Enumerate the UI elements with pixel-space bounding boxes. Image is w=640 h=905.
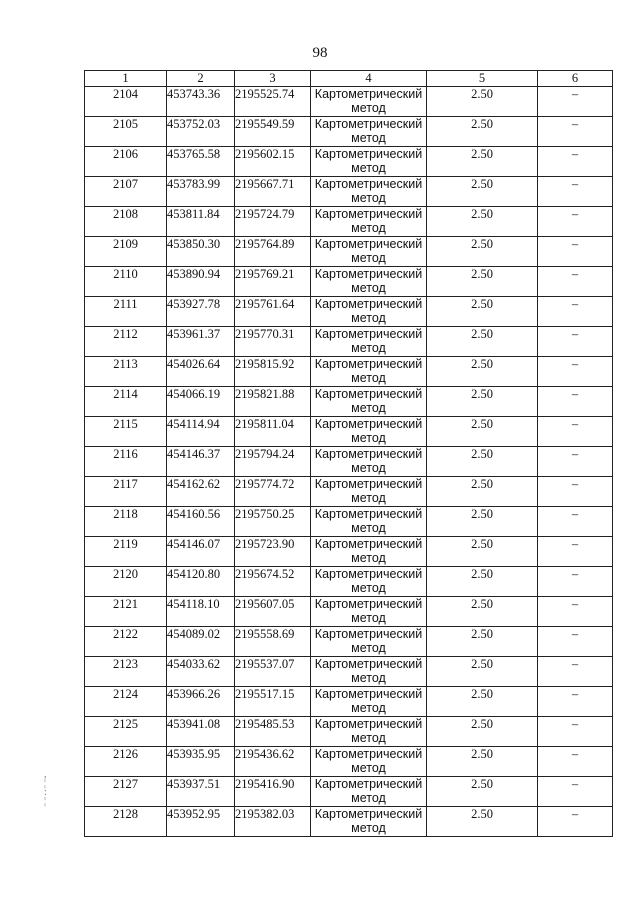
header-col-5: 5 — [427, 71, 538, 87]
note-cell: – — [538, 147, 613, 177]
x-coordinate-cell: 454162.62 — [167, 477, 235, 507]
method-cell: Картометрический метод — [311, 177, 427, 207]
y-coordinate-cell: 2195517.15 — [235, 687, 311, 717]
y-coordinate-cell: 2195416.90 — [235, 777, 311, 807]
note-cell: – — [538, 537, 613, 567]
table-row — [85, 357, 613, 387]
table-row — [85, 327, 613, 357]
y-coordinate-cell: 2195761.64 — [235, 297, 311, 327]
precision-cell: 2.50 — [427, 627, 538, 657]
x-coordinate-cell: 454146.07 — [167, 537, 235, 567]
table-body — [85, 87, 613, 837]
point-number-cell: 2111 — [85, 297, 167, 327]
table-row — [85, 387, 613, 417]
note-cell: – — [538, 717, 613, 747]
precision-cell: 2.50 — [427, 387, 538, 417]
point-number-cell: 2115 — [85, 417, 167, 447]
method-cell: Картометрический метод — [311, 387, 427, 417]
x-coordinate-cell: 454114.94 — [167, 417, 235, 447]
y-coordinate-cell: 2195724.79 — [235, 207, 311, 237]
note-cell: – — [538, 447, 613, 477]
table-row — [85, 117, 613, 147]
page-number: 98 — [312, 45, 328, 61]
note-cell: – — [538, 237, 613, 267]
y-coordinate-cell: 2195794.24 — [235, 447, 311, 477]
method-cell: Картометрический метод — [311, 807, 427, 837]
y-coordinate-cell: 2195770.31 — [235, 327, 311, 357]
point-number-cell: 2104 — [85, 87, 167, 117]
y-coordinate-cell: 2195750.25 — [235, 507, 311, 537]
precision-cell: 2.50 — [427, 87, 538, 117]
y-coordinate-cell: 2195436.62 — [235, 747, 311, 777]
table-row — [85, 477, 613, 507]
point-number-cell: 2108 — [85, 207, 167, 237]
precision-cell: 2.50 — [427, 417, 538, 447]
y-coordinate-cell: 2195811.04 — [235, 417, 311, 447]
table-row — [85, 147, 613, 177]
precision-cell: 2.50 — [427, 597, 538, 627]
point-number-cell: 2116 — [85, 447, 167, 477]
point-number-cell: 2112 — [85, 327, 167, 357]
point-number-cell: 2113 — [85, 357, 167, 387]
note-cell: – — [538, 357, 613, 387]
table-row — [85, 747, 613, 777]
note-cell: – — [538, 207, 613, 237]
table-row — [85, 567, 613, 597]
method-cell: Картометрический метод — [311, 117, 427, 147]
method-cell: Картометрический метод — [311, 447, 427, 477]
x-coordinate-cell: 453783.99 — [167, 177, 235, 207]
x-coordinate-cell: 453952.95 — [167, 807, 235, 837]
precision-cell: 2.50 — [427, 177, 538, 207]
x-coordinate-cell: 453961.37 — [167, 327, 235, 357]
table-row — [85, 717, 613, 747]
note-cell: – — [538, 417, 613, 447]
precision-cell: 2.50 — [427, 297, 538, 327]
note-cell: – — [538, 597, 613, 627]
table-row — [85, 237, 613, 267]
x-coordinate-cell: 453811.84 — [167, 207, 235, 237]
point-number-cell: 2121 — [85, 597, 167, 627]
precision-cell: 2.50 — [427, 117, 538, 147]
table-row — [85, 417, 613, 447]
note-cell: – — [538, 507, 613, 537]
table-row — [85, 447, 613, 477]
y-coordinate-cell: 2195667.71 — [235, 177, 311, 207]
y-coordinate-cell: 2195602.15 — [235, 147, 311, 177]
table-row — [85, 657, 613, 687]
precision-cell: 2.50 — [427, 747, 538, 777]
x-coordinate-cell: 453927.78 — [167, 297, 235, 327]
y-coordinate-cell: 2195607.05 — [235, 597, 311, 627]
scan-margin-mark: , ¦ : ¦ — [44, 769, 47, 807]
y-coordinate-cell: 2195674.52 — [235, 567, 311, 597]
note-cell: – — [538, 177, 613, 207]
precision-cell: 2.50 — [427, 207, 538, 237]
x-coordinate-cell: 454033.62 — [167, 657, 235, 687]
precision-cell: 2.50 — [427, 687, 538, 717]
precision-cell: 2.50 — [427, 537, 538, 567]
y-coordinate-cell: 2195815.92 — [235, 357, 311, 387]
note-cell: – — [538, 567, 613, 597]
point-number-cell: 2118 — [85, 507, 167, 537]
table-row — [85, 507, 613, 537]
table-row — [85, 597, 613, 627]
method-cell: Картометрический метод — [311, 327, 427, 357]
y-coordinate-cell: 2195764.89 — [235, 237, 311, 267]
precision-cell: 2.50 — [427, 357, 538, 387]
point-number-cell: 2122 — [85, 627, 167, 657]
y-coordinate-cell: 2195769.21 — [235, 267, 311, 297]
precision-cell: 2.50 — [427, 447, 538, 477]
x-coordinate-cell: 453966.26 — [167, 687, 235, 717]
method-cell: Картометрический метод — [311, 417, 427, 447]
header-col-1: 1 — [85, 71, 167, 87]
y-coordinate-cell: 2195774.72 — [235, 477, 311, 507]
method-cell: Картометрический метод — [311, 597, 427, 627]
y-coordinate-cell: 2195723.90 — [235, 537, 311, 567]
method-cell: Картометрический метод — [311, 267, 427, 297]
x-coordinate-cell: 453937.51 — [167, 777, 235, 807]
method-cell: Картометрический метод — [311, 357, 427, 387]
point-number-cell: 2107 — [85, 177, 167, 207]
point-number-cell: 2127 — [85, 777, 167, 807]
note-cell: – — [538, 267, 613, 297]
point-number-cell: 2105 — [85, 117, 167, 147]
table-row — [85, 807, 613, 837]
note-cell: – — [538, 777, 613, 807]
table-row — [85, 627, 613, 657]
x-coordinate-cell: 453752.03 — [167, 117, 235, 147]
method-cell: Картометрический метод — [311, 87, 427, 117]
table-row — [85, 297, 613, 327]
point-number-cell: 2119 — [85, 537, 167, 567]
note-cell: – — [538, 657, 613, 687]
note-cell: – — [538, 297, 613, 327]
x-coordinate-cell: 454089.02 — [167, 627, 235, 657]
point-number-cell: 2114 — [85, 387, 167, 417]
table-row — [85, 87, 613, 117]
table-row — [85, 207, 613, 237]
y-coordinate-cell: 2195537.07 — [235, 657, 311, 687]
method-cell: Картометрический метод — [311, 747, 427, 777]
point-number-cell: 2123 — [85, 657, 167, 687]
note-cell: – — [538, 327, 613, 357]
precision-cell: 2.50 — [427, 477, 538, 507]
x-coordinate-cell: 454146.37 — [167, 447, 235, 477]
method-cell: Картометрический метод — [311, 507, 427, 537]
precision-cell: 2.50 — [427, 657, 538, 687]
precision-cell: 2.50 — [427, 327, 538, 357]
note-cell: – — [538, 387, 613, 417]
method-cell: Картометрический метод — [311, 237, 427, 267]
precision-cell: 2.50 — [427, 717, 538, 747]
x-coordinate-cell: 453850.30 — [167, 237, 235, 267]
point-number-cell: 2126 — [85, 747, 167, 777]
point-number-cell: 2110 — [85, 267, 167, 297]
y-coordinate-cell: 2195549.59 — [235, 117, 311, 147]
precision-cell: 2.50 — [427, 267, 538, 297]
precision-cell: 2.50 — [427, 567, 538, 597]
header-col-2: 2 — [167, 71, 235, 87]
method-cell: Картометрический метод — [311, 657, 427, 687]
method-cell: Картометрический метод — [311, 717, 427, 747]
point-number-cell: 2117 — [85, 477, 167, 507]
x-coordinate-cell: 454160.56 — [167, 507, 235, 537]
note-cell: – — [538, 477, 613, 507]
method-cell: Картометрический метод — [311, 567, 427, 597]
method-cell: Картометрический метод — [311, 297, 427, 327]
table-row — [85, 777, 613, 807]
table-row — [85, 687, 613, 717]
coordinates-table — [84, 70, 613, 837]
note-cell: – — [538, 627, 613, 657]
y-coordinate-cell: 2195382.03 — [235, 807, 311, 837]
y-coordinate-cell: 2195821.88 — [235, 387, 311, 417]
point-number-cell: 2128 — [85, 807, 167, 837]
y-coordinate-cell: 2195525.74 — [235, 87, 311, 117]
x-coordinate-cell: 453941.08 — [167, 717, 235, 747]
header-col-4: 4 — [311, 71, 427, 87]
point-number-cell: 2124 — [85, 687, 167, 717]
precision-cell: 2.50 — [427, 237, 538, 267]
note-cell: – — [538, 87, 613, 117]
table-row — [85, 537, 613, 567]
x-coordinate-cell: 454066.19 — [167, 387, 235, 417]
header-col-3: 3 — [235, 71, 311, 87]
method-cell: Картометрический метод — [311, 477, 427, 507]
table-header-row — [85, 71, 613, 87]
y-coordinate-cell: 2195558.69 — [235, 627, 311, 657]
method-cell: Картометрический метод — [311, 207, 427, 237]
note-cell: – — [538, 807, 613, 837]
x-coordinate-cell: 454118.10 — [167, 597, 235, 627]
method-cell: Картометрический метод — [311, 147, 427, 177]
x-coordinate-cell: 453890.94 — [167, 267, 235, 297]
x-coordinate-cell: 453765.58 — [167, 147, 235, 177]
x-coordinate-cell: 453935.95 — [167, 747, 235, 777]
note-cell: – — [538, 687, 613, 717]
method-cell: Картометрический метод — [311, 687, 427, 717]
header-col-6: 6 — [538, 71, 613, 87]
x-coordinate-cell: 454026.64 — [167, 357, 235, 387]
precision-cell: 2.50 — [427, 507, 538, 537]
x-coordinate-cell: 454120.80 — [167, 567, 235, 597]
note-cell: – — [538, 747, 613, 777]
x-coordinate-cell: 453743.36 — [167, 87, 235, 117]
point-number-cell: 2109 — [85, 237, 167, 267]
point-number-cell: 2125 — [85, 717, 167, 747]
table-row — [85, 267, 613, 297]
method-cell: Картометрический метод — [311, 627, 427, 657]
precision-cell: 2.50 — [427, 777, 538, 807]
precision-cell: 2.50 — [427, 807, 538, 837]
note-cell: – — [538, 117, 613, 147]
point-number-cell: 2120 — [85, 567, 167, 597]
method-cell: Картометрический метод — [311, 537, 427, 567]
y-coordinate-cell: 2195485.53 — [235, 717, 311, 747]
table-row — [85, 177, 613, 207]
point-number-cell: 2106 — [85, 147, 167, 177]
method-cell: Картометрический метод — [311, 777, 427, 807]
precision-cell: 2.50 — [427, 147, 538, 177]
